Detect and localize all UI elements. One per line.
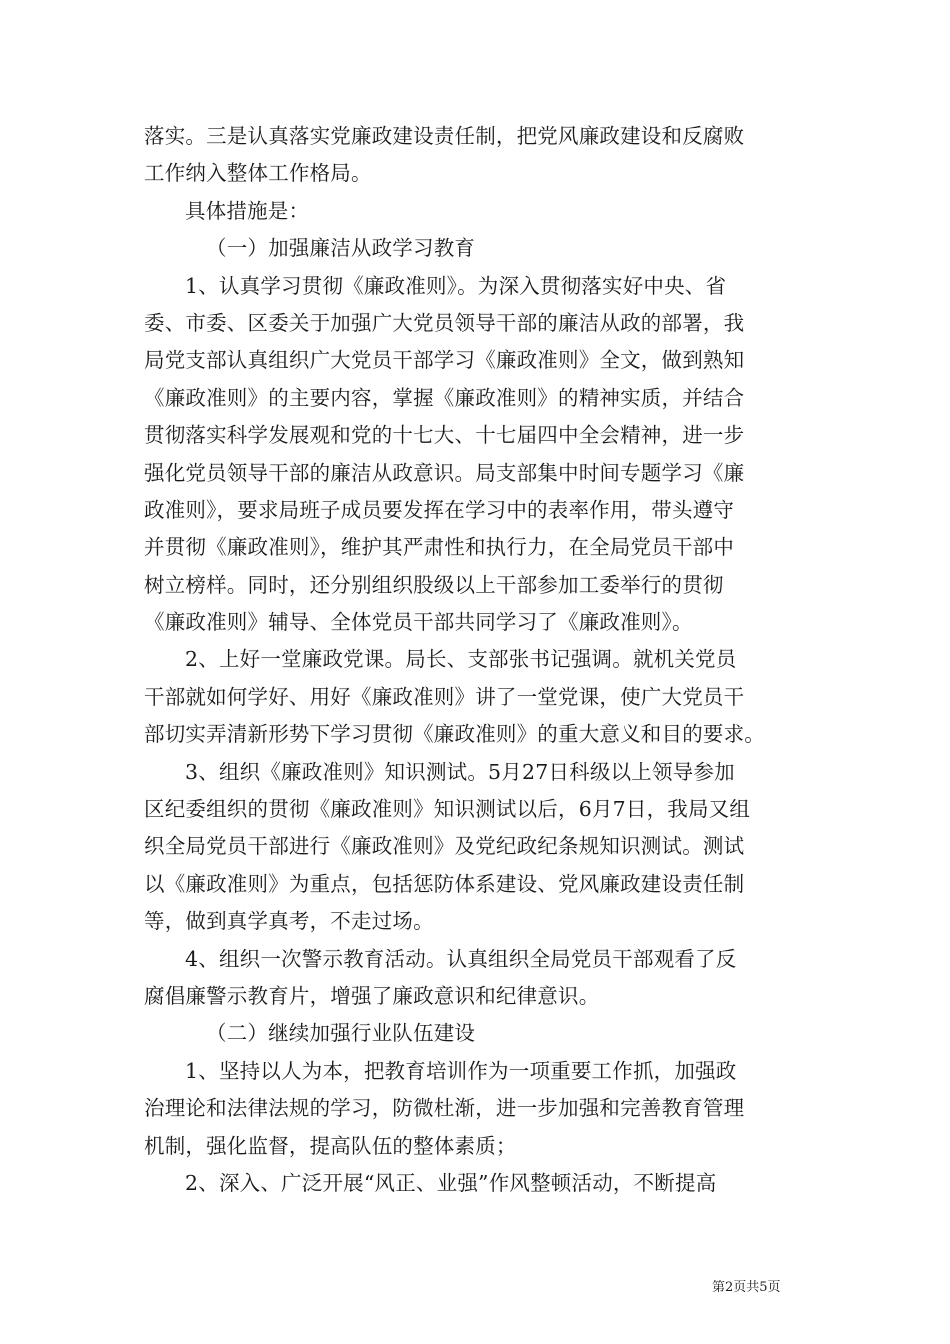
text-line: 机制，强化监督，提高队伍的整体素质；: [144, 1133, 517, 1158]
text-line: 1、认真学习贯彻《廉政准则》。为深入贯彻落实好中央、省: [185, 273, 727, 298]
text-line: 《廉政准则》的主要内容，掌握《廉政准则》的精神实质，并结合: [144, 385, 745, 410]
text-line: 1、坚持以人为本，把教育培训作为一项重要工作抓，加强政: [185, 1058, 737, 1083]
text-line: 区纪委组织的贯彻《廉政准则》知识测试以后，6月7日，我局又组: [144, 797, 751, 822]
text-line: 贯彻落实科学发展观和党的十七大、十七届四中全会精神，进一步: [144, 423, 745, 448]
text-line: 治理论和法律法规的学习，防微杜渐，进一步加强和完善教育管理: [144, 1096, 745, 1121]
text-line: 2、深入、广泛开展“风正、业强”作风整顿活动，不断提高: [185, 1170, 717, 1195]
text-line: 落实。三是认真落实党廉政建设责任制，把党风廉政建设和反腐败: [144, 124, 745, 148]
text-line: 政准则》，要求局班子成员要发挥在学习中的表率作用，带头遵守: [144, 497, 735, 522]
text-line: 树立榜样。同时，还分别组织股级以上干部参加工委举行的贯彻: [144, 572, 724, 597]
text-line: 局党支部认真组织广大党员干部学习《廉政准则》全文，做到熟知: [144, 348, 745, 373]
text-line: 以《廉政准则》为重点，包括惩防体系建设、党风廉政建设责任制: [144, 871, 745, 896]
text-line: 《廉政准则》辅导、全体党员干部共同学习了《廉政准则》。: [144, 610, 693, 635]
text-line: （一）加强廉洁从政学习教育: [206, 236, 476, 261]
text-line: 强化党员领导干部的廉洁从政意识。局支部集中时间专题学习《廉: [144, 460, 745, 485]
text-line: 3、组织《廉政准则》知识测试。5月27日科级以上领导参加: [185, 759, 735, 784]
text-line: 4、组织一次警示教育活动。认真组织全局党员干部观看了反: [185, 946, 737, 971]
text-line: 腐倡廉警示教育片，增强了廉政意识和纪律意识。: [144, 983, 600, 1008]
text-line: （二）继续加强行业队伍建设: [206, 1021, 476, 1046]
text-line: 2、上好一堂廉政党课。局长、支部张书记强调。就机关党员: [185, 647, 737, 672]
text-line: 工作纳入整体工作格局。: [144, 161, 372, 186]
document-body: [144, 118, 812, 1202]
text-line: 等，做到真学真考，不走过场。: [144, 909, 434, 934]
text-line: 具体措施是：: [185, 198, 310, 223]
text-line: 部切实弄清新形势下学习贯彻《廉政准则》的重大意义和目的要求。: [144, 722, 765, 747]
text-line: 委、市委、区委关于加强广大党员领导干部的廉洁从政的部署，我: [144, 310, 745, 335]
text-line: 织全局党员干部进行《廉政准则》及党纪政纪条规知识测试。测试: [144, 834, 745, 859]
text-line: 干部就如何学好、用好《廉政准则》讲了一堂党课，使广大党员干: [144, 684, 745, 709]
text-line: 并贯彻《廉政准则》，维护其严肃性和执行力，在全局党员干部中: [144, 535, 735, 560]
page-number: 第2页共5页: [712, 1280, 781, 1295]
